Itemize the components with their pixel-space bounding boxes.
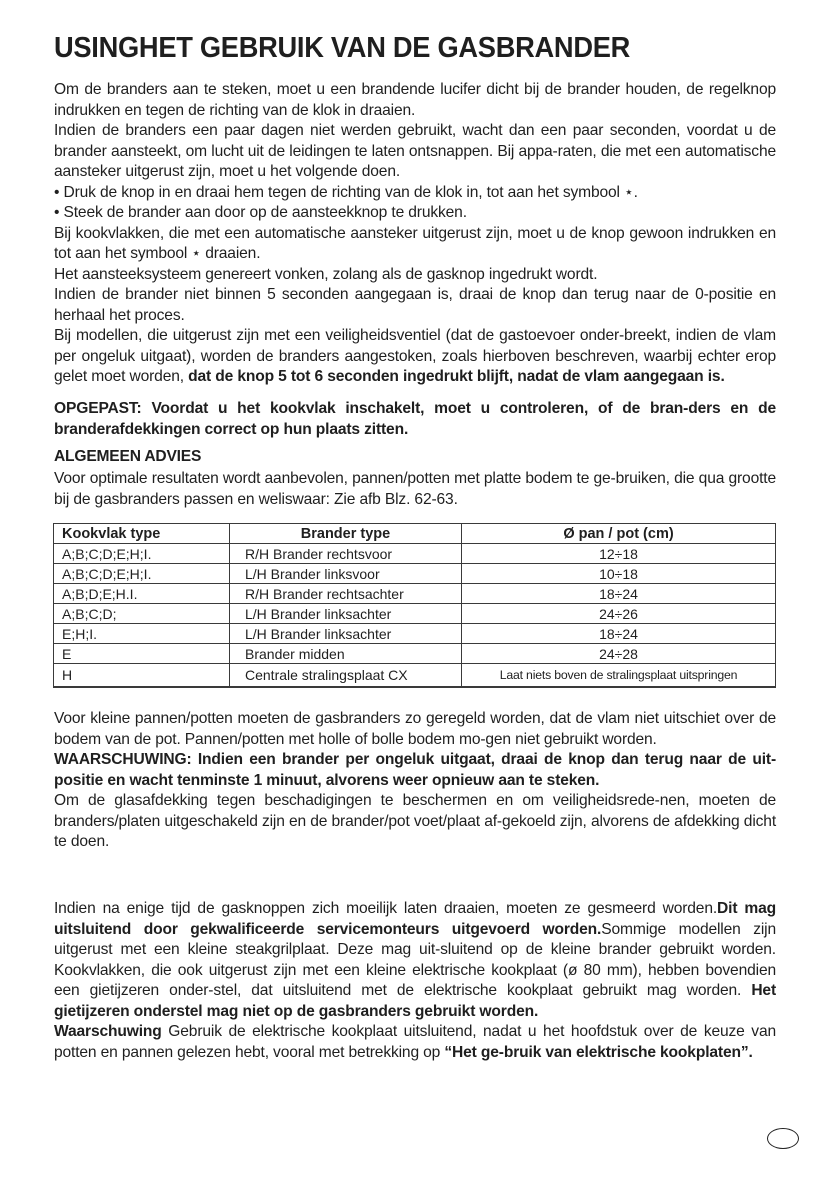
burner-type-cell: R/H Brander rechtsachter xyxy=(230,584,462,604)
hob-type-cell: E;H;I. xyxy=(54,624,230,644)
lubrication-text: Indien na enige tijd de gasknoppen zich moeilijk laten draaien, moeten ze gesmeerd worden. xyxy=(54,900,718,917)
intro-section xyxy=(54,80,776,388)
glass-cover-paragraph: Om de glasafdekking tegen beschadigingen te beschermen en om veiligheidsrede-nen, moeten de branders/platen uitgeschakeld zijn en de brander/pot voet/plaat af-gekoeld zijn, alvorens de afdekking dicht te doen. xyxy=(54,792,776,850)
cast-iron-support-emphasis: Het gietijzeren onderstel mag niet op de gasbranders gebruikt worden. xyxy=(54,982,776,1020)
pan-diameter-cell: 12÷18 xyxy=(462,544,776,564)
small-pans-section xyxy=(54,709,776,853)
general-advice-text: Voor optimale resultaten wordt aanbevolen, pannen/potten met platte bodem te ge-bruiken, die qua grootte bij de gasbranders passen en weliswaar: Zie afb Blz. 62-63. xyxy=(54,470,776,508)
small-pans-paragraph: Voor kleine pannen/potten moeten de gasbranders zo geregeld worden, dat de vlam niet uitschiet over de bodem van de pot. Pannen/potten met holle of bolle bodem mo-gen niet gebruikt worden. xyxy=(54,710,776,748)
burner-type-cell: Brander midden xyxy=(230,644,462,664)
page-marker-ellipse xyxy=(767,1128,799,1149)
hob-type-cell: A;B;C;D;E;H;I. xyxy=(54,544,230,564)
instruction-bullet-2: • Steek de brander aan door op de aansteekknop te drukken. xyxy=(54,204,467,221)
burner-type-cell: R/H Brander rechtsvoor xyxy=(230,544,462,564)
table-header-row xyxy=(54,524,776,544)
pan-diameter-cell: 18÷24 xyxy=(462,584,776,604)
safety-valve-text: Bij modellen, die uitgerust zijn met een veiligheidsventiel (dat de gastoevoer onder-breekt, indien de vlam per ongeluk uitgaat), worden de branders aangestoken, zoals hierboven beschreven, waarbij echter erop gelet moet worden, xyxy=(54,327,776,385)
pan-diameter-cell: 24÷28 xyxy=(462,644,776,664)
burner-pan-size-table xyxy=(53,523,776,688)
table-row xyxy=(54,564,776,584)
maintenance-paragraph xyxy=(54,899,776,1022)
warning-text: Gebruik de elektrische kookplaat uitsluitend, nadat u het hoofdstuk over de keuze van potten en pannen gelezen hebt, vooral met betrekking op xyxy=(54,1023,776,1061)
burner-type-cell: Centrale stralingsplaat CX xyxy=(230,664,462,688)
table-row xyxy=(54,604,776,624)
pan-diameter-cell: 18÷24 xyxy=(462,624,776,644)
hob-type-cell: A;B;C;D;E;H;I. xyxy=(54,564,230,584)
extinguished-burner-warning: WAARSCHUWING: Indien een brander per ongeluk uitgaat, draai de knop dan terug naar de uit-positie en wacht tenminste 1 minuut, alvorens weer opnieuw aan te steken. xyxy=(54,751,776,789)
intro-paragraph-2: Indien de branders een paar dagen niet werden gebruikt, wacht dan een paar seconden, voordat u de brander aansteekt, om lucht uit de leidingen te laten ontsnappen. Bij appa-raten, die met een automatische aansteker uitgerust zijn, moet u het volgende doen. xyxy=(54,122,776,180)
maintenance-section xyxy=(54,899,776,1063)
table-row xyxy=(54,624,776,644)
intro-paragraph-5: Indien de brander niet binnen 5 seconden aangegaan is, draai de knop dan terug naar de 0-positie en herhaal het proces. xyxy=(54,286,776,324)
intro-paragraph-3: Bij kookvlakken, die met een automatische aansteker uitgerust zijn, moet u de knop gewoon indrukken en tot aan het symbool ⋆ draaien. xyxy=(54,224,776,262)
burner-type-cell: L/H Brander linksvoor xyxy=(230,564,462,584)
electric-hotplate-warning xyxy=(54,1022,776,1063)
intro-paragraph-6 xyxy=(54,326,776,388)
grill-plate-text: Sommige modellen zijn uitgerust met een kleine steakgrilplaat. Deze mag uit-sluitend op de kleine brander gebruikt worden. Kookvlakken, die ook uitgerust zijn met een kleine elektrische kookplaat (ø 80 mm), hebben bovendien een gietijzeren onder-stel, dat uitsluitend met de elektrische kookplaat gebruikt mag worden. xyxy=(54,920,776,999)
safety-valve-emphasis: dat de knop 5 tot 6 seconden ingedrukt blijft, nadat de vlam aangegaan is. xyxy=(188,368,725,385)
hob-type-cell: A;B;D;E;H.I. xyxy=(54,584,230,604)
instruction-bullet-1: • Druk de knop in en draai hem tegen de richting van de klok in, tot aan het symbool ⋆. xyxy=(54,183,638,201)
intro-paragraph-1: Om de branders aan te steken, moet u een brandende lucifer dicht bij de brander houden, de regelknop indrukken en tegen de richting van de klok in draaien. xyxy=(54,81,776,119)
warning-reference: “Het ge-bruik van elektrische kookplaten”. xyxy=(444,1043,753,1061)
table-row xyxy=(54,664,776,688)
caution-notice: OPGEPAST: Voordat u het kookvlak inschakelt, moet u controleren, of de bran-ders en de branderafdekkingen correct op hun plaats zitten. xyxy=(54,400,776,438)
pan-diameter-cell: 10÷18 xyxy=(462,564,776,584)
intro-paragraph-4: Het aansteeksysteem genereert vonken, zolang als de gasknop ingedrukt wordt. xyxy=(54,265,598,283)
hob-type-cell: A;B;C;D; xyxy=(54,604,230,624)
table-row xyxy=(54,544,776,564)
table-row xyxy=(54,644,776,664)
column-header-pan-diameter: Ø pan / pot (cm) xyxy=(462,524,776,544)
pan-diameter-cell: 24÷26 xyxy=(462,604,776,624)
burner-type-cell: L/H Brander linksachter xyxy=(230,604,462,624)
column-header-hob-type: Kookvlak type xyxy=(54,524,230,544)
hob-type-cell: E xyxy=(54,644,230,664)
general-advice-heading: ALGEMEEN ADVIES xyxy=(54,448,202,465)
table-row xyxy=(54,584,776,604)
burner-type-cell: L/H Brander linksachter xyxy=(230,624,462,644)
pan-diameter-cell: Laat niets boven de stralingsplaat uitspringen xyxy=(462,664,776,688)
warning-label: Waarschuwing xyxy=(54,1023,162,1040)
qualified-service-emphasis: Dit mag uitsluitend door gekwalificeerde servicemonteurs uitgevoerd worden. xyxy=(54,900,776,938)
page-title: USINGHET GEBRUIK VAN DE GASBRANDER xyxy=(54,32,631,64)
column-header-burner-type: Brander type xyxy=(230,524,462,544)
hob-type-cell: H xyxy=(54,664,230,688)
